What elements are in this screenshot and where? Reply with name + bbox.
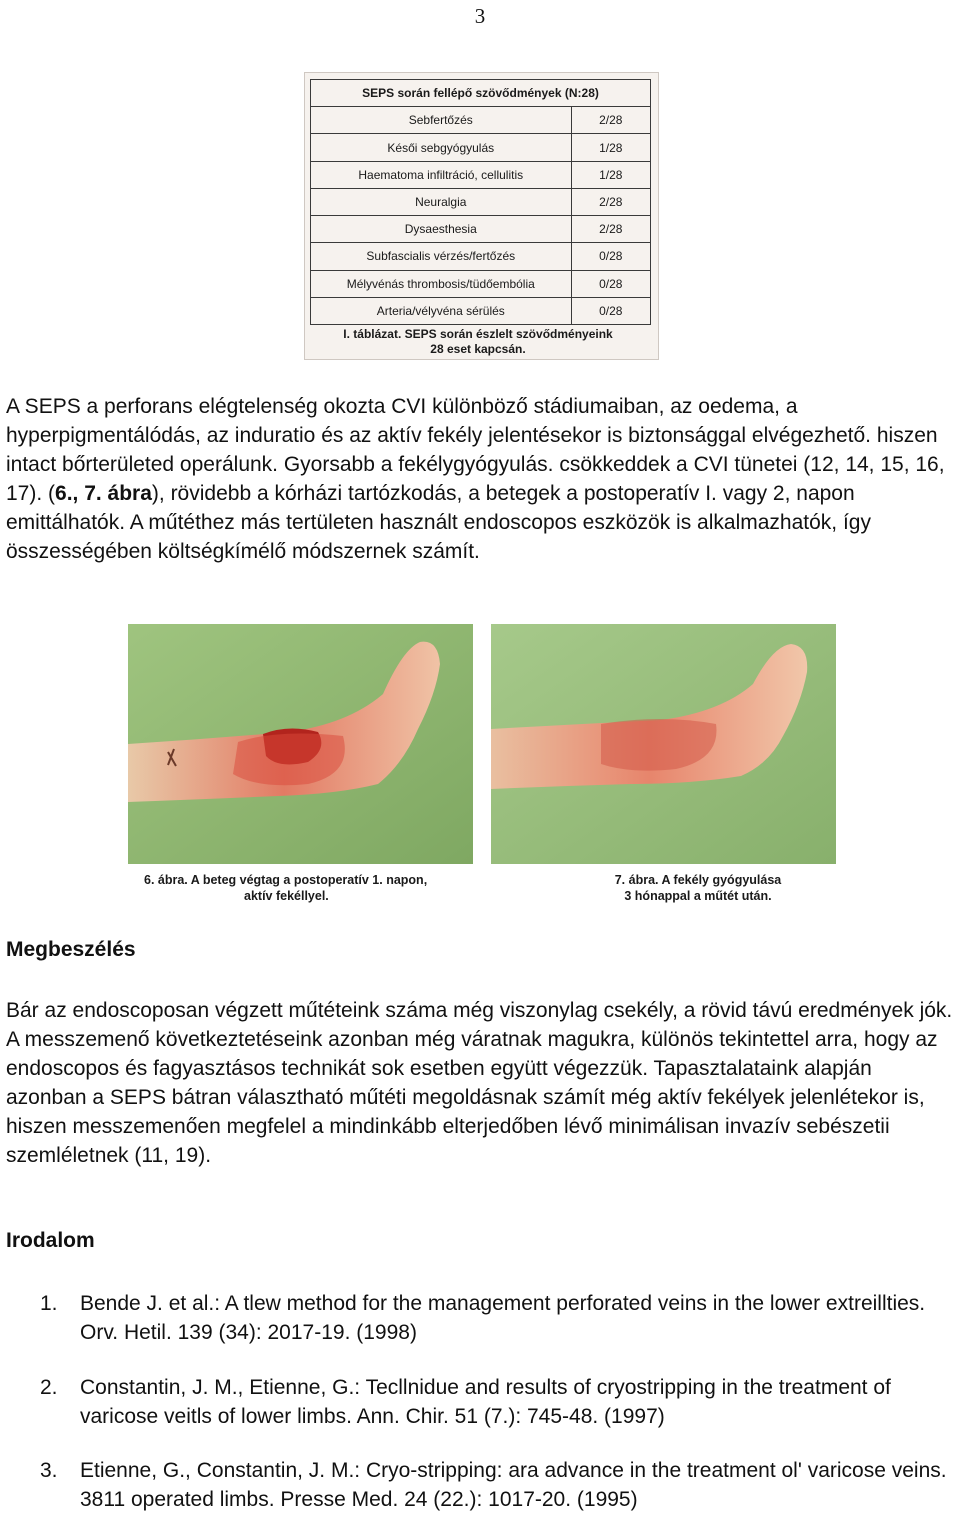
table-row: [311, 270, 651, 297]
table-caption-line1: I. táblázat. SEPS során észlelt szövődményeink: [343, 327, 613, 341]
table-row: [311, 134, 651, 161]
table-row: [311, 216, 651, 243]
figures-block: [128, 624, 836, 908]
table-row: [311, 107, 651, 134]
row-value: 0/28: [571, 297, 650, 324]
row-label: Késői sebgyógyulás: [311, 134, 572, 161]
table-row: [311, 243, 651, 270]
table-row: [311, 188, 651, 215]
figure-7-photo: [491, 624, 836, 864]
complications-table-image: [304, 72, 659, 360]
row-value: 2/28: [571, 188, 650, 215]
complications-table: [310, 79, 651, 325]
reference-number: 2.: [40, 1376, 58, 1399]
section-heading-references: Irodalom: [6, 1229, 95, 1252]
figure-6-caption: [144, 872, 464, 904]
figure-6-caption-line2: aktív fekéllyel.: [244, 889, 329, 903]
section-heading-discussion: Megbeszélés: [6, 938, 136, 961]
paragraph-text: ), rövidebb a kórházi tartózkodás, a betegek a postoperatív I. vagy 2, napon emittálhatók. A műtéthez más tertületen használt endoscopos eszközök is alkalmazhatók, így összességében költségkímélő módszernek számít.: [6, 482, 871, 563]
paragraph-text: A SEPS a perforans elégtelenség okozta CVI különböző stádiumaiban, az oedema, a hyperpigmentálódás, az induratio és az aktív fekély jelentésekor is biztonsággal elvégezhető. hiszen intact bőrterületed operálunk. Gyorsabb a fekélygyógyulás. csökkeddek a CVI tünetei (12, 14, 15, 16, 17). (: [6, 395, 945, 505]
row-label: Sebfertőzés: [311, 107, 572, 134]
row-value: 1/28: [571, 134, 650, 161]
table-row: [311, 161, 651, 188]
page-number: 3: [474, 4, 486, 28]
row-value: 2/28: [571, 216, 650, 243]
table-caption-line2: 28 eset kapcsán.: [430, 342, 526, 356]
discussion-paragraph: Bár az endoscoposan végzett műtéteink száma még viszonylag csekély, a rövid távú eredmények jók. A messzemenő következtetéseink azonban még váratnak magukra, különös tekintettel arra, hogy az endoscopos és fagyasztásos technikát sok esetben együtt végezzük. Tapasztalataink alapján azonban a SEPS bátran választható műtéti megoldásnak számít még aktív fekélyek jelenlétekor is, hiszen messzemenően megfelel a mindinkább elterjedőben lévő minimálisan invazív sebészetii szemléletnek (11, 19).: [6, 999, 953, 1167]
table-caption: [313, 327, 643, 357]
leg-with-ulcer-image: [128, 624, 473, 864]
reference-text: Bende J. et al.: A tlew method for the management perforated veins in the lower extreillties. Orv. Hetil. 139 (34): 2017-19. (1998): [80, 1292, 926, 1344]
intro-paragraph: [6, 392, 958, 566]
reference-number: 3.: [40, 1459, 58, 1482]
row-label: Arteria/vélyvéna sérülés: [311, 297, 572, 324]
figure-7-caption: [568, 872, 828, 904]
figure-7-caption-line1: 7. ábra. A fekély gyógyulása: [614, 873, 782, 887]
row-label: Haematoma infiltráció, cellulitis: [311, 161, 572, 188]
figure-reference: 6., 7. ábra: [55, 482, 152, 505]
row-label: Dysaesthesia: [311, 216, 572, 243]
row-value: 0/28: [571, 243, 650, 270]
row-value: 2/28: [571, 107, 650, 134]
table-row: [311, 297, 651, 324]
table-header: SEPS során fellépő szövődmények (N:28): [311, 80, 651, 107]
reference-text: Etienne, G., Constantin, J. M.: Cryo-stripping: ara advance in the treatment ol' varicose veins. 3811 operated limbs. Presse Med. 24 (22.): 1017-20. (1995): [80, 1459, 947, 1511]
figure-6-photo: [128, 624, 473, 864]
row-label: Neuralgia: [311, 188, 572, 215]
healed-leg-image: [491, 624, 836, 864]
figure-6-caption-line1: 6. ábra. A beteg végtag a postoperatív 1. napon,: [144, 873, 428, 887]
row-value: 0/28: [571, 270, 650, 297]
row-label: Subfascialis vérzés/fertőzés: [311, 243, 572, 270]
row-label: Mélyvénás thrombosis/tüdőembólia: [311, 270, 572, 297]
reference-text: Constantin, J. M., Etienne, G.: Tecllnidue and results of cryostripping in the treatment of varicose veitls of lower limbs. Ann. Chir. 51 (7.): 745-48. (1997): [80, 1376, 891, 1428]
reference-number: 1.: [40, 1292, 58, 1315]
figure-7-caption-line2: 3 hónappal a műtét után.: [624, 889, 772, 903]
row-value: 1/28: [571, 161, 650, 188]
